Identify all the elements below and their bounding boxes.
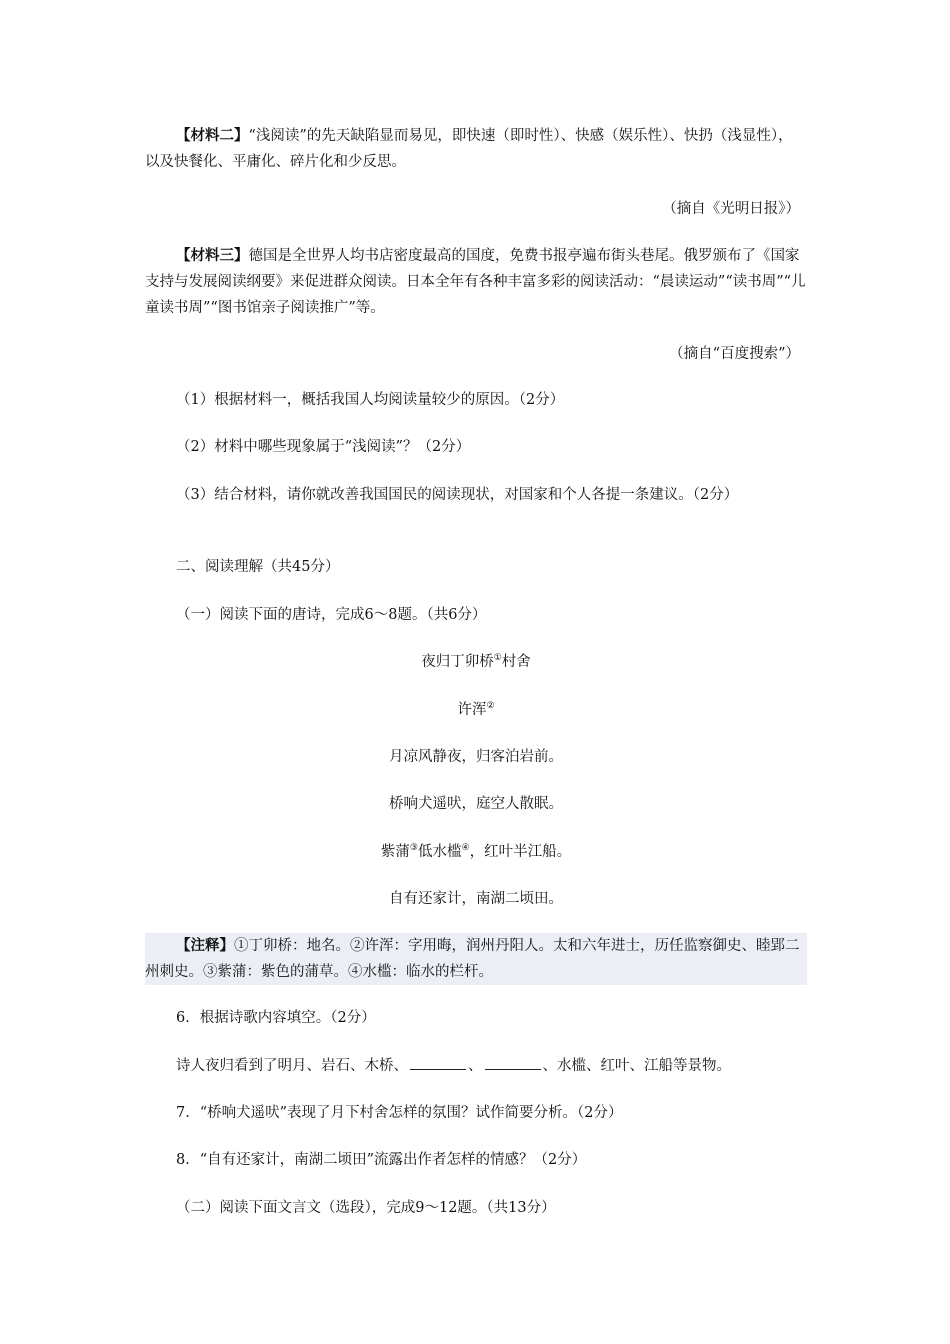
question-6-fill-separator: 、	[468, 1058, 483, 1074]
poem-line-3-a: 紫蒲	[380, 844, 410, 860]
material-2-tag: 【材料二】	[176, 127, 249, 144]
section-2-part-2: （二）阅读下面文言文（选段），完成9～12题。（共13分）	[176, 1200, 556, 1216]
poem-line-3-c: ，红叶半江船。	[469, 844, 572, 860]
question-2: （2）材料中哪些现象属于“浅阅读”？（2分）	[176, 439, 471, 455]
material-3-text: 德国是全世界人均书店密度最高的国度，免费书报亭遍布街头巷尾。俄罗颁布了《国家支持与发展阅读纲要》来促进群众阅读。日本全年有各种丰富多彩的阅读活动：“晨读运动”“读书周”“儿童读书周”“图书馆亲子阅读推广”等。	[145, 248, 806, 316]
section-2-heading: 二、阅读理解（共45分）	[176, 559, 340, 575]
poem-title	[145, 649, 807, 675]
question-8: 8．“自有还家计，南湖二顷田”流露出作者怎样的情感？（2分）	[176, 1152, 587, 1168]
question-3: （3）结合材料，请你就改善我国国民的阅读现状，对国家和个人各提一条建议。（2分）	[176, 487, 739, 503]
question-6-fill-a: 诗人夜归看到了明月、岩石、木桥、	[176, 1058, 408, 1074]
poem-notes-text: ①丁卯桥：地名。②许浑：字用晦，润州丹阳人。太和六年进士，历任监察御史、睦郢二州刺史。③紫蒲：紫色的蒲草。④水槛：临水的栏杆。	[145, 938, 800, 980]
section-2-part-1: （一）阅读下面的唐诗，完成6～8题。（共6分）	[176, 607, 487, 623]
poem-notes	[145, 933, 807, 985]
poem-author-footnote-mark: ②	[486, 701, 495, 711]
material-3-source: （摘自“百度搜索”）	[669, 346, 800, 362]
poem-author	[145, 697, 807, 723]
question-6: 6．根据诗歌内容填空。（2分）	[176, 1010, 376, 1026]
poem-line-2: 桥响犬遥吠，庭空人散眠。	[389, 796, 563, 812]
poem-line-4: 自有还家计，南湖二顷田。	[389, 891, 563, 907]
poem-line-1: 月凉风静夜，归客泊岩前。	[389, 749, 563, 765]
material-3-tag: 【材料三】	[176, 247, 249, 264]
material-2-text: “浅阅读”的先天缺陷显而易见，即快速（即时性）、快感（娱乐性）、快扔（浅显性），以及快餐化、平庸化、碎片化和少反思。	[145, 128, 793, 170]
poem-line-3	[145, 839, 807, 865]
poem-line-3-footnote-4: ④	[461, 843, 470, 853]
poem-title-text-b: 村舍	[501, 654, 531, 670]
material-2-source: （摘自《光明日报》）	[662, 201, 800, 217]
poem-title-footnote-mark: ①	[493, 653, 502, 663]
question-7: 7．“桥响犬遥吠”表现了月下村舍怎样的氛围？试作简要分析。（2分）	[176, 1105, 623, 1121]
material-2-paragraph	[145, 123, 807, 175]
poem-line-3-footnote-3: ③	[409, 843, 418, 853]
fill-blank-1[interactable]	[410, 1054, 466, 1070]
poem-notes-tag: 【注释】	[176, 937, 234, 954]
poem-line-3-b: 低水槛	[418, 844, 462, 860]
poem-author-name: 许浑	[457, 702, 487, 718]
question-1: （1）根据材料一，概括我国人均阅读量较少的原因。（2分）	[176, 392, 565, 408]
fill-blank-2[interactable]	[485, 1054, 541, 1070]
question-6-fill-b: 、水槛、红叶、江船等景物。	[542, 1058, 731, 1074]
question-6-fill	[145, 1053, 807, 1079]
poem-title-text-a: 夜归丁卯桥	[421, 654, 494, 670]
material-3-paragraph	[145, 243, 807, 321]
